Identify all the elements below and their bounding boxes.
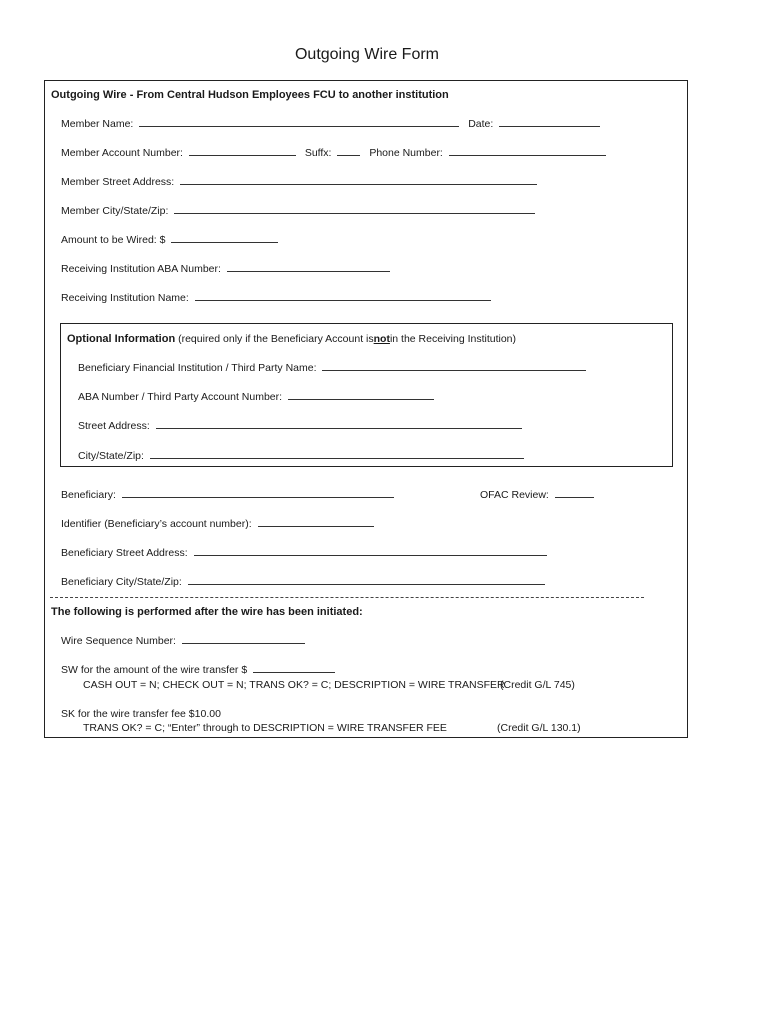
account-number-field[interactable]	[189, 154, 296, 156]
beneficiary-city-field[interactable]	[188, 583, 545, 585]
sequence-label: Wire Sequence Number:	[61, 635, 176, 647]
ofac-field[interactable]	[555, 496, 594, 498]
inst-name-field[interactable]	[195, 299, 491, 301]
optional-aba-field[interactable]	[288, 398, 434, 400]
optional-note-emphasis: not	[373, 333, 390, 345]
date-label: Date:	[468, 118, 494, 130]
aba-label: Receiving Institution ABA Number:	[61, 263, 221, 275]
city-field[interactable]	[174, 212, 535, 214]
inst-name-label: Receiving Institution Name:	[61, 292, 189, 304]
identifier-label: Identifier (Beneficiary’s account number):	[61, 518, 252, 530]
sk-credit: (Credit G/L 130.1)	[497, 722, 581, 734]
sk-label: SK for the wire transfer fee $10.00	[61, 708, 221, 720]
city-label: Member City/State/Zip:	[61, 205, 169, 217]
optional-note-before: (required only if the Beneficiary Account is	[178, 333, 374, 345]
optional-note-after: in the Receiving Institution)	[389, 333, 517, 345]
optional-heading: Optional Information	[67, 333, 176, 345]
form-title: Outgoing Wire Form	[294, 46, 440, 63]
aba-field[interactable]	[227, 270, 390, 272]
beneficiary-label: Beneficiary:	[61, 489, 116, 501]
optional-fin-inst-field[interactable]	[322, 369, 586, 371]
sw-detail: CASH OUT = N; CHECK OUT = N; TRANS OK? = C; DESCRIPTION = WIRE TRANSFER	[83, 679, 505, 691]
suffix-label: Suffx:	[304, 147, 332, 159]
street-field[interactable]	[180, 183, 537, 185]
beneficiary-city-label: Beneficiary City/State/Zip:	[61, 576, 182, 588]
dashed-divider	[50, 597, 644, 598]
section-heading: Outgoing Wire - From Central Hudson Employees FCU to another institution	[51, 89, 449, 101]
beneficiary-street-field[interactable]	[194, 554, 547, 556]
optional-street-field[interactable]	[156, 427, 522, 429]
sw-amount-field[interactable]	[253, 671, 335, 673]
beneficiary-field[interactable]	[122, 496, 394, 498]
optional-city-label: City/State/Zip:	[78, 450, 144, 462]
account-number-label: Member Account Number:	[61, 147, 183, 159]
street-label: Member Street Address:	[61, 176, 175, 188]
optional-street-label: Street Address:	[78, 420, 150, 432]
identifier-field[interactable]	[258, 525, 374, 527]
amount-field[interactable]	[171, 241, 278, 243]
optional-fin-inst-label: Beneficiary Financial Institution / Third Party Name:	[78, 362, 317, 374]
phone-field[interactable]	[449, 154, 606, 156]
sequence-field[interactable]	[182, 642, 305, 644]
phone-label: Phone Number:	[369, 147, 443, 159]
member-name-field[interactable]	[139, 125, 459, 127]
beneficiary-street-label: Beneficiary Street Address:	[61, 547, 188, 559]
optional-aba-label: ABA Number / Third Party Account Number:	[78, 391, 283, 403]
date-field[interactable]	[499, 125, 600, 127]
after-heading: The following is performed after the wire has been initiated:	[51, 606, 363, 618]
member-name-label: Member Name:	[61, 118, 134, 130]
amount-label: Amount to be Wired: $	[61, 234, 166, 246]
sk-detail: TRANS OK? = C; “Enter” through to DESCRIPTION = WIRE TRANSFER FEE	[83, 722, 447, 734]
suffix-field[interactable]	[337, 154, 360, 156]
sw-label: SW for the amount of the wire transfer $	[61, 664, 248, 676]
optional-city-field[interactable]	[150, 457, 524, 459]
sw-credit: (Credit G/L 745)	[500, 679, 575, 691]
ofac-label: OFAC Review:	[480, 489, 549, 501]
